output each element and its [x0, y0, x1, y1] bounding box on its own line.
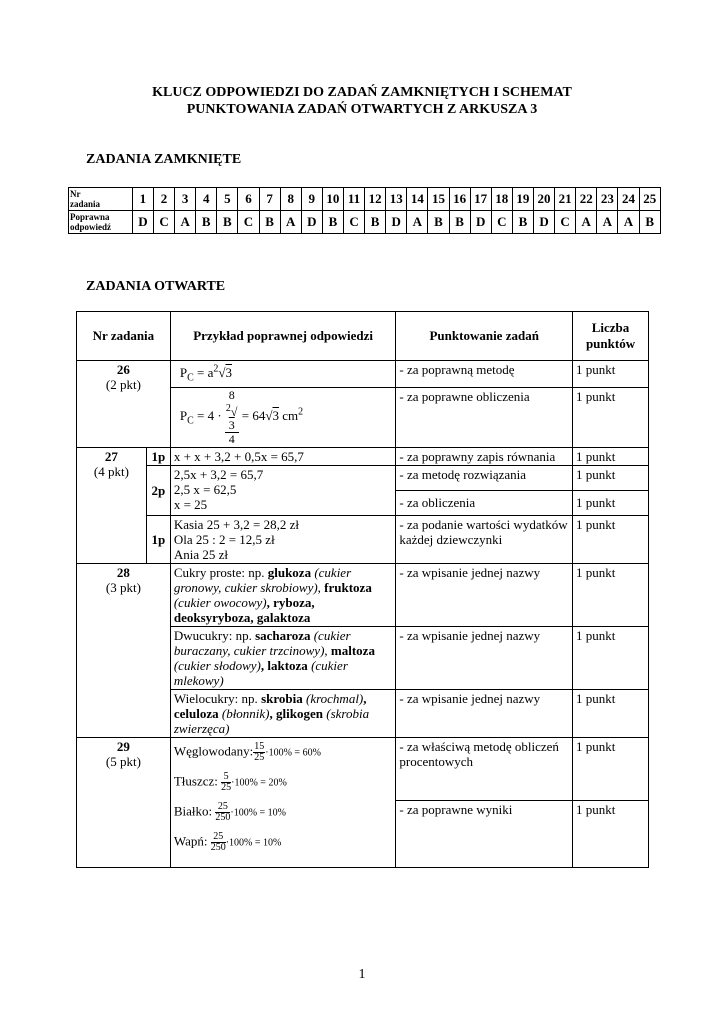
task-number-cell: 24 [618, 188, 639, 211]
task-26-formula-1: $P_C = a^2√3$ [170, 361, 396, 388]
task-number-cell: 4 [196, 188, 217, 211]
task-29-points-2: 1 punkt [573, 800, 649, 867]
task-number-cell: 3 [175, 188, 196, 211]
task-27-part-3: 1p [146, 515, 170, 563]
task-number-cell: 15 [428, 188, 449, 211]
task-29-number: 29 (5 pkt) [77, 737, 171, 867]
task-28-row-1 [77, 563, 649, 626]
header-points: Liczba punktów [573, 312, 649, 361]
header-example: Przykład poprawnej odpowiedzi [170, 312, 396, 361]
task-29-answer [170, 737, 396, 867]
task-27-points-4: 1 punkt [573, 515, 649, 563]
task-27-score-1: - za poprawny zapis równania [396, 447, 573, 465]
task-28-points-2: 1 punkt [573, 626, 649, 689]
task-number-cell: 10 [322, 188, 343, 211]
task-27-answer-2: 2,5x + 3,2 = 65,7 2,5 x = 62,5 x = 25 [170, 465, 396, 515]
answer-cell: B [639, 211, 661, 234]
answer-cell: D [533, 211, 554, 234]
closed-answers-table [68, 187, 661, 234]
task-28-points-3: 1 punkt [573, 689, 649, 737]
task-number-cell: 1 [132, 188, 153, 211]
task-number-cell: 16 [449, 188, 470, 211]
answer-cell: A [175, 211, 196, 234]
task-number-cell: 18 [491, 188, 512, 211]
answer-cell: C [238, 211, 259, 234]
header-nr: Nr zadania [77, 312, 171, 361]
task-26-number: 26 (2 pkt) [77, 361, 171, 448]
task-26-points-1: 1 punkt [573, 361, 649, 388]
task-27-points-2: 1 punkt [573, 465, 649, 490]
closed-answers-row [69, 211, 661, 234]
answer-cell: A [407, 211, 428, 234]
answer-cell: A [597, 211, 618, 234]
task-28-score-3: - za wpisanie jednej nazwy [396, 689, 573, 737]
task-number-cell: 7 [259, 188, 280, 211]
answer-cell: B [196, 211, 217, 234]
answer-cell: B [512, 211, 533, 234]
task-number-cell: 12 [365, 188, 386, 211]
task-number-cell: 9 [301, 188, 322, 211]
closed-numbers-row [69, 188, 661, 211]
task-29-score-2: - za poprawne wyniki [396, 800, 573, 867]
task-28-score-2: - za wpisanie jednej nazwy [396, 626, 573, 689]
task-26-formula-2: $P_C = 4$ · 8 $^2$√ 3 4 = 64√3 $cm^2$ [170, 387, 396, 447]
page-number: 1 [358, 967, 366, 982]
task-number-cell: 22 [576, 188, 597, 211]
open-header-row [77, 312, 649, 361]
answer-cell: B [217, 211, 238, 234]
header-scoring: Punktowanie zadań [396, 312, 573, 361]
task-27-score-4: - za podanie wartości wydatków każdej dziewczynki [396, 515, 573, 563]
answer-cell: D [470, 211, 491, 234]
answer-cell: C [153, 211, 174, 234]
task-number-cell: 25 [639, 188, 661, 211]
task-27-part-1: 1p [146, 447, 170, 465]
task-29-score-1: - za właściwą metodę obliczeń procentowych [396, 737, 573, 800]
open-tasks-table [76, 311, 649, 868]
answer-cell: A [280, 211, 301, 234]
task-27-points-3: 1 punkt [573, 490, 649, 515]
answer-cell: B [428, 211, 449, 234]
task-29-points-1: 1 punkt [573, 737, 649, 800]
task-27-points-1: 1 punkt [573, 447, 649, 465]
answer-cell: D [301, 211, 322, 234]
task-number-cell: 20 [533, 188, 554, 211]
task-29-line-carbs: Węglowodany: $\frac{15}{25}$ ·100% = 60% [173, 740, 321, 763]
task-26-row-1 [77, 361, 649, 388]
closed-tasks-heading: ZADANIA ZAMKNIĘTE [86, 152, 242, 167]
answer-cell: D [132, 211, 153, 234]
task-number-cell: 21 [555, 188, 576, 211]
task-27-answer-3: Kasia 25 + 3,2 = 28,2 zł Ola 25 : 2 = 12,5 zł Ania 25 zł [170, 515, 396, 563]
task-28-answer-1: Cukry proste: np. glukoza (cukier gronowy, cukier skrobiowy), fruktoza (cukier owocowy), ryboza, deoksyryboza, galaktoza [170, 563, 396, 626]
task-28-answer-2: Dwucukry: np. sacharoza (cukier buraczany, cukier trzcinowy), maltoza (cukier słodowy), laktoza (cukier mlekowy) [170, 626, 396, 689]
answer-cell: C [491, 211, 512, 234]
task-29-line-protein: Białko: $\frac{25}{250}$ ·100% = 10% [173, 800, 287, 823]
task-29-line-calcium: Wapń: $\frac{25}{250}$ ·100% = 10% [173, 830, 282, 853]
task-28-answer-3: Wielocukry: np. skrobia (krochmal), celuloza (błonnik), glikogen (skrobia zwierzęca) [170, 689, 396, 737]
document-title [0, 84, 724, 118]
task-26-score-2: - za poprawne obliczenia [396, 387, 573, 447]
task-27-row-4 [77, 515, 649, 563]
title-line-1: KLUCZ ODPOWIEDZI DO ZADAŃ ZAMKNIĘTYCH I SCHEMAT [152, 85, 572, 100]
answer-cell: B [449, 211, 470, 234]
task-28-number: 28 (3 pkt) [77, 563, 171, 737]
task-26-points-2: 1 punkt [573, 387, 649, 447]
task-29-line-fat: Tłuszcz: $\frac{5}{25}$ ·100% = 20% [173, 770, 287, 793]
answer-cell: C [343, 211, 364, 234]
title-line-2: PUNKTOWANIA ZADAŃ OTWARTYCH Z ARKUSZA 3 [186, 102, 538, 117]
task-28-points-1: 1 punkt [573, 563, 649, 626]
row-label-number: Nr zadania [69, 188, 133, 211]
task-27-part-2: 2p [146, 465, 170, 515]
task-27-row-2 [77, 465, 649, 490]
task-number-cell: 14 [407, 188, 428, 211]
task-27-row-1 [77, 447, 649, 465]
task-number-cell: 5 [217, 188, 238, 211]
task-27-score-3: - za obliczenia [396, 490, 573, 515]
task-27-score-2: - za metodę rozwiązania [396, 465, 573, 490]
task-29-row-1 [77, 737, 649, 800]
open-tasks-heading: ZADANIA OTWARTE [86, 279, 226, 294]
task-27-answer-1: x + x + 3,2 + 0,5x = 65,7 [170, 447, 396, 465]
answer-cell: A [618, 211, 639, 234]
task-number-cell: 11 [343, 188, 364, 211]
answer-cell: C [555, 211, 576, 234]
answer-cell: A [576, 211, 597, 234]
answer-cell: B [259, 211, 280, 234]
row-label-answer: Poprawna odpowiedź [69, 211, 133, 234]
task-28-score-1: - za wpisanie jednej nazwy [396, 563, 573, 626]
task-number-cell: 17 [470, 188, 491, 211]
task-27-number: 27 (4 pkt) [77, 447, 147, 563]
task-number-cell: 13 [386, 188, 407, 211]
task-number-cell: 19 [512, 188, 533, 211]
task-number-cell: 23 [597, 188, 618, 211]
answer-cell: D [386, 211, 407, 234]
answer-cell: B [322, 211, 343, 234]
task-number-cell: 2 [153, 188, 174, 211]
task-number-cell: 6 [238, 188, 259, 211]
answer-cell: B [365, 211, 386, 234]
task-26-score-1: - za poprawną metodę [396, 361, 573, 388]
task-number-cell: 8 [280, 188, 301, 211]
